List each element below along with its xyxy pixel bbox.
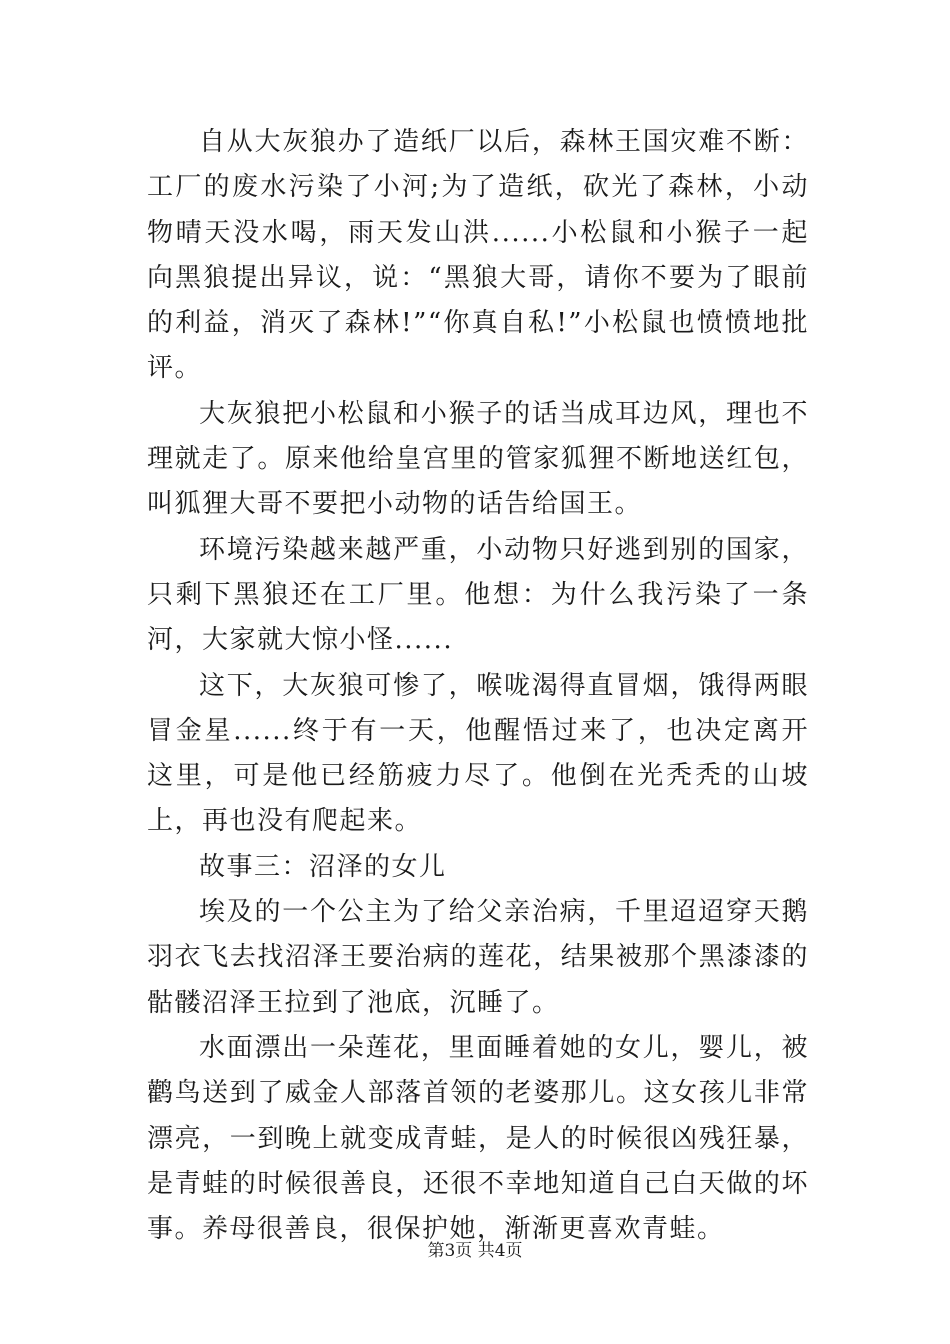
paragraph-lotus-daughter: 水面漂出一朵莲花，里面睡着她的女儿，婴儿，被鹳鸟送到了威金人部落首领的老婆那儿。这女孩儿非常漂亮，一到晚上就变成青蛙，是人的时候很凶残狂暴，是青蛙的时候很善良，还很不幸地知道自己白天做的坏事。养母很善良，很保护她，渐渐更喜欢青蛙。 (147, 1032, 809, 1245)
paragraph-wolf-fate: 这下，大灰狼可惨了，喉咙渴得直冒烟，饿得两眼冒金星......终于有一天，他醒悟过来了，也决定离开这里，可是他已经筋疲力尽了。他倒在光秃秃的山坡上，再也没有爬起来。 (147, 670, 809, 837)
document-body (147, 120, 809, 1252)
paragraph-pollution-worsens: 环境污染越来越严重，小动物只好逃到别的国家，只剩下黑狼还在工厂里。他想：为什么我污染了一条河，大家就大惊小怪...... (147, 534, 809, 656)
paragraph-wolf-ignores: 大灰狼把小松鼠和小猴子的话当成耳边风，理也不理就走了。原来他给皇宫里的管家狐狸不断地送红包，叫狐狸大哥不要把小动物的话告给国王。 (147, 398, 809, 520)
paragraph-story-two-intro: 自从大灰狼办了造纸厂以后，森林王国灾难不断：工厂的废水污染了小河;为了造纸，砍光了森林，小动物晴天没水喝，雨天发山洪......小松鼠和小猴子一起向黑狼提出异议，说：“黑狼大哥，请你不要为了眼前的利益，消灭了森林!”“你真自私!”小松鼠也愤愤地批评。 (147, 127, 809, 384)
paragraph-princess: 埃及的一个公主为了给父亲治病，千里迢迢穿天鹅羽衣飞去找沼泽王要治病的莲花，结果被那个黑漆漆的骷髅沼泽王拉到了池底，沉睡了。 (147, 897, 809, 1018)
section-heading-story-three: 故事三：沼泽的女儿 (199, 851, 447, 882)
page-number-footer: 第3页 共4页 (427, 1241, 523, 1261)
